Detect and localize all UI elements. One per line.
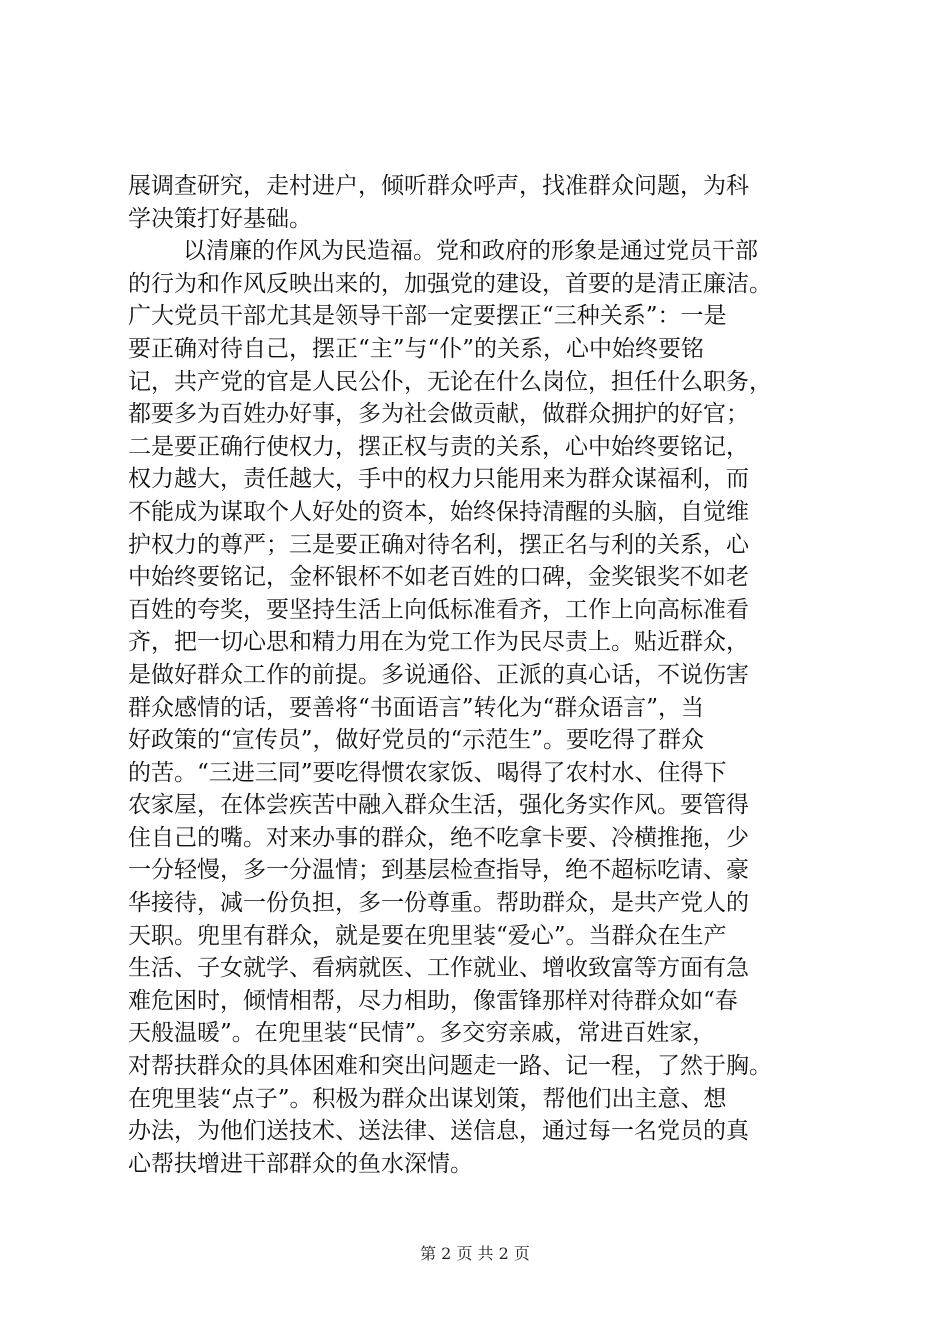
text-line: 记，共产党的官是人民公仆，无论在什么岗位，担任什么职务，	[128, 368, 772, 395]
text-line: 在兜里装“点子”。积极为群众出谋划策，帮他们出主意、想	[128, 1085, 727, 1112]
text-line: 二是要正确行使权力，摆正权与责的关系，心中始终要铭记，	[128, 433, 749, 460]
text-line: 齐，把一切心思和精力用在为党工作为民尽责上。贴近群众，	[128, 629, 749, 656]
text-line: 要正确对待自己，摆正“主”与“仆”的关系，心中始终要铭	[128, 335, 705, 362]
paragraph-first-line: 以清廉的作风为民造福。党和政府的形象是通过党员干部	[183, 238, 758, 265]
text-line: 不能成为谋取个人好处的资本，始终保持清醒的头脑，自觉维	[128, 498, 749, 525]
text-line: 生活、子女就学、看病就医、工作就业、增收致富等方面有急	[128, 955, 749, 982]
text-line: 住自己的嘴。对来办事的群众，绝不吃拿卡要、冷横推拖，少	[128, 824, 749, 851]
text-line: 难危困时，倾情相帮，尽力相助，像雷锋那样对待群众如“春	[128, 987, 738, 1014]
text-line: 对帮扶群众的具体困难和突出问题走一路、记一程，了然于胸。	[128, 1053, 772, 1080]
text-line: 天般温暖”。在兜里装“民情”。多交穷亲戚，常进百姓家，	[128, 1020, 716, 1047]
text-line: 一分轻慢，多一分温情；到基层检查指导，绝不超标吃请、豪	[128, 857, 749, 884]
text-line: 的苦。“三进三同”要吃得惯农家饭、喝得了农村水、住得下	[128, 759, 727, 786]
text-line: 权力越大，责任越大，手中的权力只能用来为群众谋福利，而	[128, 466, 749, 493]
text-line: 华接待，减一份负担，多一份尊重。帮助群众，是共产党人的	[128, 890, 749, 917]
text-line: 农家屋，在体尝疾苦中融入群众生活，强化务实作风。要管得	[128, 792, 749, 819]
text-line: 好政策的“宣传员”，做好党员的“示范生”。要吃得了群众	[128, 727, 705, 754]
text-line: 的行为和作风反映出来的，加强党的建设，首要的是清正廉洁。	[128, 270, 772, 297]
text-line: 天职。兜里有群众，就是要在兜里装“爱心”。当群众在生产	[128, 922, 727, 949]
text-line: 中始终要铭记，金杯银杯不如老百姓的口碑，金奖银奖不如老	[128, 564, 749, 591]
text-line: 学决策打好基础。	[128, 205, 312, 232]
text-line: 护权力的尊严；三是要正确对待名利，摆正名与利的关系，心	[128, 531, 749, 558]
text-line: 百姓的夸奖，要坚持生活上向低标准看齐，工作上向高标准看	[128, 596, 749, 623]
text-line: 都要多为百姓办好事，多为社会做贡献，做群众拥护的好官；	[128, 401, 749, 428]
page-number-footer: 第 2 页 共 2 页	[420, 1244, 530, 1263]
text-line: 展调查研究，走村进户，倾听群众呼声，找准群众问题，为科	[128, 173, 749, 199]
text-line: 广大党员干部尤其是领导干部一定要摆正“三种关系”：一是	[128, 303, 727, 330]
text-line: 是做好群众工作的前提。多说通俗、正派的真心话，不说伤害	[128, 661, 749, 688]
text-line: 办法，为他们送技术、送法律、送信息，通过每一名党员的真	[128, 1118, 749, 1145]
text-line: 群众感情的话，要善将“书面语言”转化为“群众语言”，当	[128, 694, 705, 721]
text-line: 心帮扶增进干部群众的鱼水深情。	[128, 1150, 473, 1177]
body-text	[128, 170, 858, 1180]
